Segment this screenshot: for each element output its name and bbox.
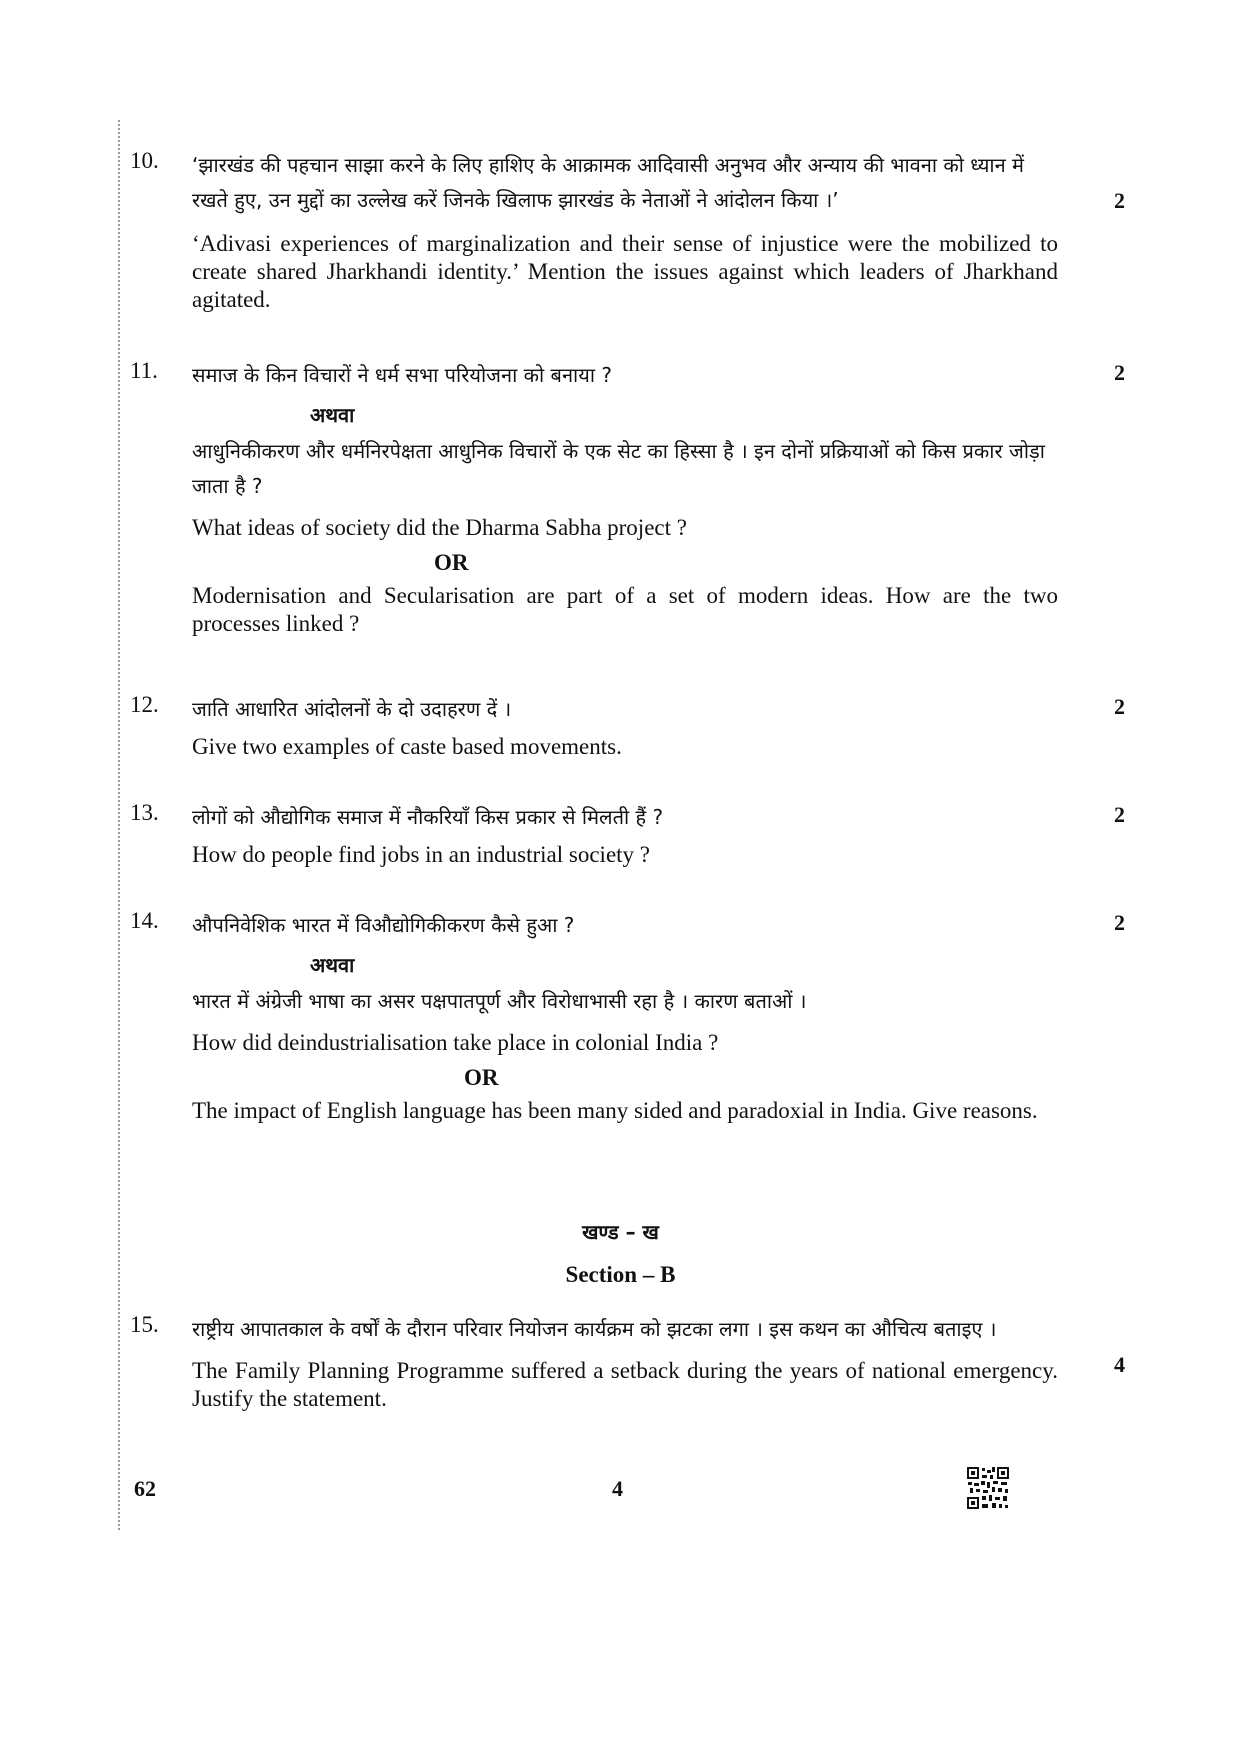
- section-heading-english-text: Section – B: [565, 1262, 676, 1287]
- question-number: 12.: [130, 692, 159, 717]
- question-english: ‘Adivasi experiences of marginalization and their sense of injustice were the mobilized to create shared Jharkhandi identity.’ Mention the issues against which leaders of Jharkhand agitated.: [192, 231, 1058, 312]
- question-english-alternative: The impact of English language has been many sided and paradoxial in India. Give reasons.: [192, 1098, 1038, 1123]
- question-marks: 2: [1114, 360, 1125, 385]
- question-hindi: राष्ट्रीय आपातकाल के वर्षों के दौरान परिवार नियोजन कार्यक्रम को झटका लगा । इस कथन का औचित्य बताइए ।: [192, 1317, 997, 1341]
- question-marks: 2: [1114, 188, 1125, 213]
- question-marks: 2: [1114, 910, 1125, 935]
- question-english: Give two examples of caste based movements.: [192, 734, 622, 759]
- question-number: 15.: [130, 1312, 159, 1337]
- question-number: 10.: [130, 148, 159, 173]
- question-english: The Family Planning Programme suffered a setback during the years of national emergency. Justify the statement.: [192, 1358, 1058, 1411]
- question-hindi: ‘झारखंड की पहचान साझा करने के लिए हाशिए के आक्रामक आदिवासी अनुभव और अन्याय की भावना को ध्यान में रखते हुए, उन मुद्दों का उल्लेख करें जिनके खिलाफ झारखंड के नेताओं ने आंदोलन किया ।’: [192, 153, 1025, 212]
- question-marks: 2: [1114, 694, 1125, 719]
- qr-code-icon: [966, 1466, 1010, 1510]
- section-heading-hindi: [0, 1218, 1241, 1245]
- question-marks: 2: [1114, 802, 1125, 827]
- or-label-hindi: अथवा: [310, 403, 355, 427]
- or-label-hindi: अथवा: [310, 953, 355, 977]
- question-hindi: लोगों को औद्योगिक समाज में नौकरियाँ किस प्रकार से मिलती हैं ?: [192, 805, 664, 829]
- section-heading-hindi-text: खण्ड – ख: [582, 1220, 659, 1244]
- question-hindi-alternative: आधुनिकीकरण और धर्मनिरपेक्षता आधुनिक विचारों के एक सेट का हिस्सा है । इन दोनों प्रक्रियाओं को किस प्रकार जोड़ा जाता है ?: [192, 439, 1045, 498]
- or-label-english: OR: [434, 550, 469, 575]
- question-english-alternative: Modernisation and Secularisation are part of a set of modern ideas. How are the two processes linked ?: [192, 583, 1058, 636]
- or-label-english: OR: [464, 1065, 499, 1090]
- section-heading-english: [0, 1262, 1241, 1288]
- question-hindi-alternative: भारत में अंग्रेजी भाषा का असर पक्षपातपूर्ण और विरोधाभासी रहा है । कारण बताओं ।: [192, 989, 807, 1013]
- question-english: What ideas of society did the Dharma Sabha project ?: [192, 515, 687, 540]
- question-15: [130, 1312, 1130, 1413]
- question-number: 13.: [130, 800, 159, 825]
- question-english: How do people find jobs in an industrial society ?: [192, 842, 651, 867]
- question-number: 11.: [130, 358, 158, 383]
- question-hindi: जाति आधारित आंदोलनों के दो उदाहरण दें ।: [192, 697, 512, 721]
- question-english: How did deindustrialisation take place in colonial India ?: [192, 1030, 719, 1055]
- question-13: [130, 800, 1130, 869]
- question-10: [130, 148, 1130, 314]
- question-marks: 4: [1114, 1352, 1125, 1377]
- question-number: 14.: [130, 908, 159, 933]
- question-hindi: समाज के किन विचारों ने धर्म सभा परियोजना को बनाया ?: [192, 363, 612, 387]
- paper-code: 62: [134, 1476, 156, 1501]
- question-12: [130, 692, 1130, 761]
- page-number: 4: [612, 1476, 623, 1501]
- question-14: [130, 908, 1130, 1125]
- margin-dotted-line: [118, 120, 120, 1530]
- question-11: [130, 358, 1130, 638]
- question-hindi: औपनिवेशिक भारत में विऔद्योगिकीकरण कैसे हुआ ?: [192, 913, 575, 937]
